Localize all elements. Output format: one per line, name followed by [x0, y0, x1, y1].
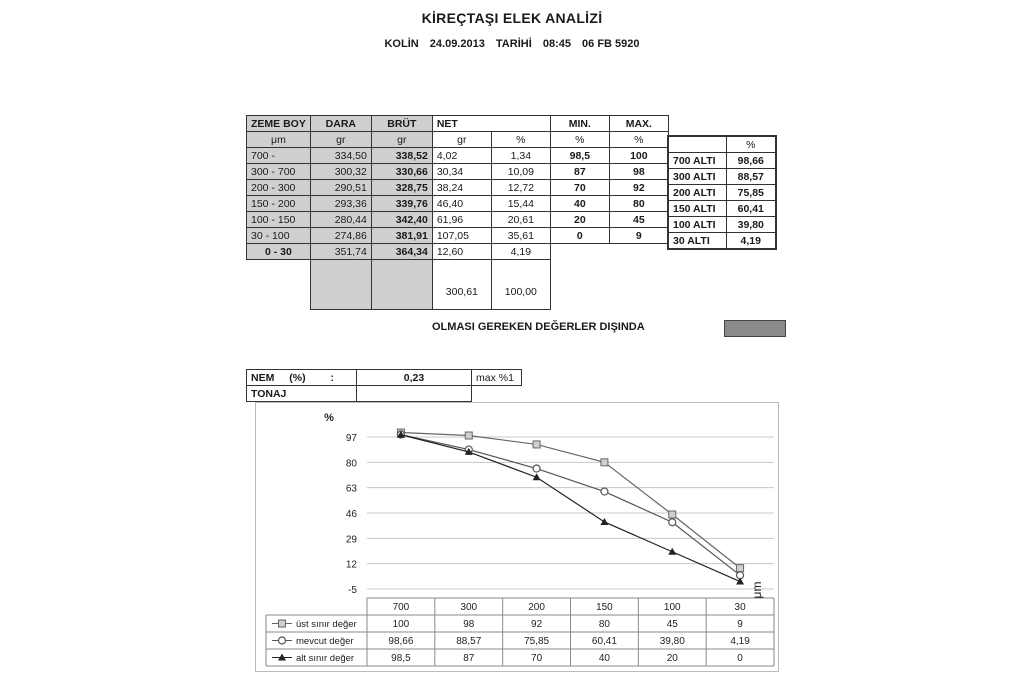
- col-header-min: MIN.: [550, 116, 609, 132]
- data-label: 40: [598, 653, 610, 664]
- data-label: 45: [666, 619, 678, 630]
- cell-max: 92: [609, 180, 668, 196]
- moisture-sep: :: [330, 371, 335, 384]
- cell-size: 150 - 200: [247, 196, 311, 212]
- moisture-value: 0,23: [357, 370, 472, 386]
- x-category-label: 150: [596, 602, 613, 613]
- cell-min: 87: [550, 164, 609, 180]
- cell-dara: 300,32: [310, 164, 371, 180]
- tonnage-value: [357, 386, 472, 402]
- unit-brut: gr: [371, 132, 432, 148]
- page-title: KİREÇTAŞI ELEK ANALİZİ: [421, 10, 603, 26]
- y-tick-label: 97: [345, 433, 357, 444]
- table-row: [247, 148, 669, 164]
- sieve-table: [246, 115, 669, 310]
- cell-pct: 15,44: [491, 196, 550, 212]
- alti-header: %: [726, 136, 776, 153]
- report-time: 08:45: [542, 38, 571, 50]
- data-label: 100: [392, 619, 410, 630]
- data-label: 88,57: [456, 636, 482, 647]
- cell-max: 80: [609, 196, 668, 212]
- y-tick-label: 80: [345, 458, 357, 470]
- alti-label: 100 ALTI: [668, 217, 726, 233]
- col-header-size: ZEME BOY: [247, 116, 311, 132]
- data-point: [533, 441, 540, 448]
- table-row: [668, 169, 776, 185]
- data-point: [600, 518, 608, 525]
- data-label: 39,80: [659, 636, 685, 647]
- total-net: 300,61: [432, 275, 491, 309]
- cell-dara: 274,86: [310, 228, 371, 244]
- table-row: [247, 212, 669, 228]
- x-category-label: 700: [392, 602, 410, 613]
- cell-size: 30 - 100: [247, 228, 311, 244]
- legend-label: alt sınır değer: [296, 653, 355, 664]
- table-row: [668, 185, 776, 201]
- col-header-max: MAX.: [609, 116, 668, 132]
- x-axis-label: μm: [750, 581, 764, 599]
- data-label: 0: [737, 653, 743, 664]
- legend-label: mevcut değer: [296, 636, 354, 647]
- data-label: 92: [531, 619, 543, 630]
- data-point: [533, 465, 540, 472]
- data-label: 98: [463, 619, 475, 630]
- unit-net: gr: [432, 132, 491, 148]
- alti-value: 4,19: [726, 233, 776, 250]
- x-category-label: 300: [460, 602, 478, 613]
- out-of-range-swatch: [724, 320, 786, 337]
- cell-brut: 330,66: [371, 164, 432, 180]
- cell-size: 700 -: [247, 148, 311, 164]
- cell-pct: 35,61: [491, 228, 550, 244]
- x-category-label: 200: [528, 602, 545, 613]
- cell-pct: 4,19: [491, 244, 550, 260]
- col-header-net: NET: [432, 116, 491, 132]
- table-row: [247, 164, 669, 180]
- data-label: 80: [598, 619, 610, 630]
- data-label: 9: [737, 619, 743, 630]
- data-point: [465, 432, 472, 439]
- table-subheader-row: [247, 132, 669, 148]
- alti-table: [667, 135, 777, 250]
- table-header-row: [247, 116, 669, 132]
- cell-net: 46,40: [432, 196, 491, 212]
- cell-net: 30,34: [432, 164, 491, 180]
- cell-brut: 342,40: [371, 212, 432, 228]
- series-line: [401, 435, 740, 576]
- unit-min: %: [550, 132, 609, 148]
- data-point: [669, 519, 676, 526]
- y-tick-label: 29: [345, 534, 357, 546]
- unit-size: μm: [247, 132, 311, 148]
- data-label: 70: [531, 653, 543, 664]
- table-row: [668, 201, 776, 217]
- cell-pct: 1,34: [491, 148, 550, 164]
- series-line: [401, 435, 740, 582]
- data-point: [736, 578, 744, 585]
- y-tick-label: 63: [345, 483, 357, 495]
- cell-net: 107,05: [432, 228, 491, 244]
- cell-brut: 364,34: [371, 244, 432, 260]
- moisture-table: [246, 369, 522, 402]
- data-label: 75,85: [524, 636, 550, 647]
- data-label: 20: [666, 653, 678, 664]
- total-row: [247, 275, 669, 309]
- cell-pct: 12,72: [491, 180, 550, 196]
- table-row: [668, 233, 776, 250]
- x-category-label: 30: [734, 602, 746, 613]
- table-row: [247, 244, 669, 260]
- table-row: [247, 196, 669, 212]
- legend-key-marker: [279, 637, 286, 644]
- moisture-label: NEM: [251, 371, 275, 384]
- cell-brut: 328,75: [371, 180, 432, 196]
- data-point: [601, 488, 608, 495]
- legend-label: üst sınır değer: [296, 619, 357, 630]
- cell-dara: 290,51: [310, 180, 371, 196]
- vehicle-plate: 06 FB 5920: [582, 38, 640, 50]
- col-header-brut: BRÜT: [371, 116, 432, 132]
- cell-net: 12,60: [432, 244, 491, 260]
- series-line: [401, 433, 740, 569]
- cell-dara: 351,74: [310, 244, 371, 260]
- cell-max: 45: [609, 212, 668, 228]
- cell-size: 200 - 300: [247, 180, 311, 196]
- y-tick-label: 12: [345, 559, 357, 571]
- cell-size: 0 - 30: [247, 244, 311, 260]
- cell-dara: 293,36: [310, 196, 371, 212]
- moisture-unit: (%): [289, 371, 306, 384]
- data-label: 98,5: [391, 653, 411, 664]
- cell-dara: 280,44: [310, 212, 371, 228]
- table-row: [247, 180, 669, 196]
- out-of-range-note: OLMASI GEREKEN DEĞERLER DIŞINDA: [432, 321, 645, 333]
- cell-net: 61,96: [432, 212, 491, 228]
- y-axis-label: %: [324, 412, 334, 424]
- company-name: KOLİN: [384, 38, 419, 50]
- cell-size: 300 - 700: [247, 164, 311, 180]
- cell-max: 100: [609, 148, 668, 164]
- cell-pct: 20,61: [491, 212, 550, 228]
- alti-label: 150 ALTI: [668, 201, 726, 217]
- alti-label: 700 ALTI: [668, 153, 726, 169]
- cell-min: 70: [550, 180, 609, 196]
- cell-net: 4,02: [432, 148, 491, 164]
- data-label: 4,19: [730, 636, 750, 647]
- x-category-label: 100: [663, 602, 681, 613]
- col-header-dara: DARA: [310, 116, 371, 132]
- cell-size: 100 - 150: [247, 212, 311, 228]
- cell-brut: 338,52: [371, 148, 432, 164]
- alti-label: 30 ALTI: [668, 233, 726, 250]
- cell-min: 0: [550, 228, 609, 244]
- table-row: [668, 153, 776, 169]
- cell-dara: 334,50: [310, 148, 371, 164]
- cell-max: 98: [609, 164, 668, 180]
- alti-value: 39,80: [726, 217, 776, 233]
- legend-key-marker: [279, 620, 286, 627]
- data-point: [737, 565, 744, 572]
- cell-net: 38,24: [432, 180, 491, 196]
- alti-value: 98,66: [726, 153, 776, 169]
- data-label: 60,41: [591, 636, 617, 647]
- unit-dara: gr: [310, 132, 371, 148]
- alti-value: 75,85: [726, 185, 776, 201]
- alti-value: 60,41: [726, 201, 776, 217]
- chart-frame: [255, 402, 779, 672]
- moisture-label-cell: [247, 370, 357, 386]
- alti-value: 88,57: [726, 169, 776, 185]
- col-header-net-blank: [491, 116, 550, 132]
- time-label: TARİHİ: [495, 38, 532, 50]
- alti-label: 200 ALTI: [668, 185, 726, 201]
- data-point: [601, 459, 608, 466]
- unit-pct: %: [491, 132, 550, 148]
- moisture-limit: max %1: [472, 370, 522, 386]
- tonnage-label: TONAJ: [247, 386, 357, 402]
- cell-pct: 10,09: [491, 164, 550, 180]
- y-tick-label: 46: [345, 509, 357, 520]
- data-point: [668, 548, 676, 555]
- cell-brut: 339,76: [371, 196, 432, 212]
- cell-max: 9: [609, 228, 668, 244]
- cell-brut: 381,91: [371, 228, 432, 244]
- report-date: 24.09.2013: [429, 38, 485, 50]
- unit-max: %: [609, 132, 668, 148]
- data-label: 98,66: [388, 636, 414, 647]
- data-label: 87: [463, 653, 475, 664]
- report-subtitle: [0, 38, 1024, 50]
- alti-label: 300 ALTI: [668, 169, 726, 185]
- cell-min: 20: [550, 212, 609, 228]
- total-pct: 100,00: [491, 275, 550, 309]
- cell-min: 98,5: [550, 148, 609, 164]
- table-row: [247, 228, 669, 244]
- table-row: [668, 217, 776, 233]
- y-tick-label: -5: [348, 585, 357, 596]
- data-point: [669, 511, 676, 518]
- cell-min: 40: [550, 196, 609, 212]
- sieve-chart: [256, 403, 778, 671]
